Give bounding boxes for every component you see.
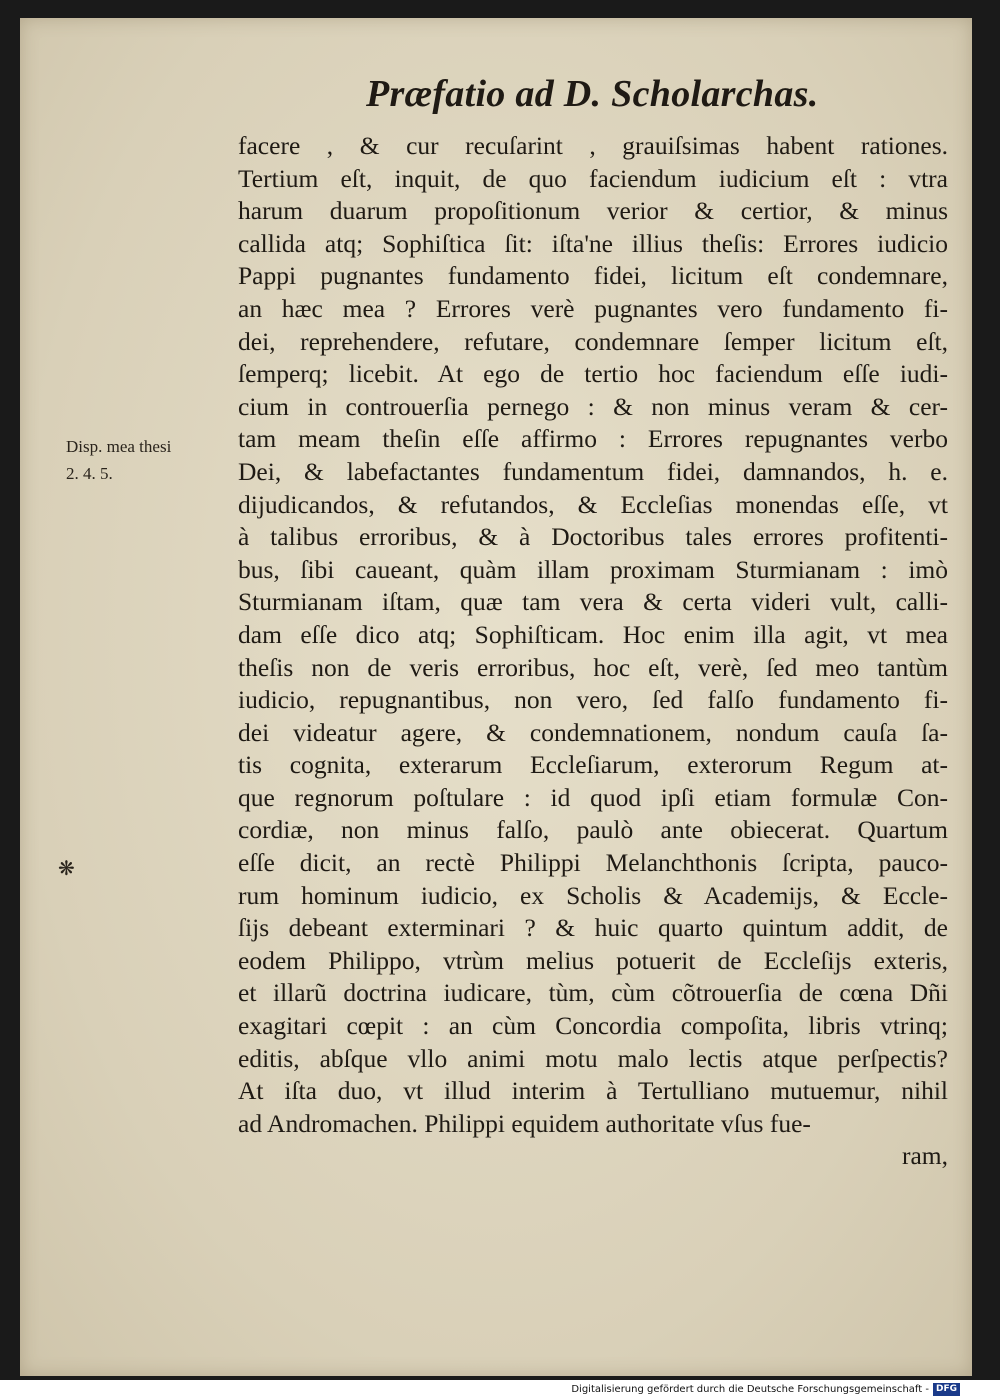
footer-text: Digitalisierung gefördert durch die Deutsche Forschungsgemeinschaft - <box>571 1384 929 1395</box>
digitization-footer <box>571 1383 960 1397</box>
catchword: ram, <box>901 1141 948 1171</box>
text-line: à talibus erroribus, & à Doctoribus tales errores profitenti- <box>238 522 948 552</box>
text-line: et illarũ doctrina iudicare, tùm, cùm cõtrouerſia de cœna Dñi <box>238 978 948 1008</box>
text-line: dei videatur agere, & condemnationem, nondum cauſa ſa- <box>238 717 948 747</box>
fleuron-ornament-icon: ❋ <box>58 856 75 880</box>
text-line: callida atq; Sophiſtica ſit: iſta'ne illius theſis: Errores iudicio <box>238 228 948 258</box>
text-line: cordiæ, non minus falſo, paulò ante obiecerat. Quartum <box>238 815 948 845</box>
text-line: an hæc mea ? Errores verè pugnantes vero fundamento fi- <box>238 293 948 323</box>
text-line: que regnorum poſtulare : id quod ipſi etiam formulæ Con- <box>238 782 948 812</box>
text-line: At iſta duo, vt illud interim à Tertulliano mutuemur, nihil <box>238 1076 948 1106</box>
text-line: theſis non de veris erroribus, hoc eſt, verè, ſed meo tantùm <box>238 652 948 682</box>
text-line: dijudicandos, & refutandos, & Eccleſias monendas eſſe, vt <box>238 489 948 519</box>
body-text <box>238 130 948 1173</box>
text-line: harum duarum propoſitionum verior & certior, & minus <box>238 196 948 226</box>
text-line: Dei, & labefactantes fundamentum fidei, damnandos, h. e. <box>238 456 948 486</box>
running-head: Præfatio ad D. Scholarchas. <box>366 73 819 115</box>
text-line: dei, reprehendere, refutare, condemnare ſemper licitum eſt, <box>238 326 948 356</box>
text-line: editis, abſque vllo animi motu malo lectis atque perſpectis? <box>238 1043 948 1073</box>
text-line: bus, ſibi caueant, quàm illam proximam Sturmianam : imò <box>238 554 948 584</box>
text-line: exagitari cœpit : an cùm Concordia compoſita, libris vtrinq; <box>238 1011 948 1041</box>
text-line: iudicio, repugnantibus, non vero, ſed falſo fundamento fi- <box>238 685 948 715</box>
text-line: ſemperq; licebit. At ego de tertio hoc faciendum eſſe iudi- <box>238 359 948 389</box>
text-line: rum hominum iudicio, ex Scholis & Academijs, & Eccle- <box>238 880 948 910</box>
dfg-logo: DFG <box>933 1383 960 1396</box>
text-line: cium in controuerſia pernego : & non minus veram & cer- <box>238 391 948 421</box>
text-line: eſſe dicit, an rectè Philippi Melanchthonis ſcripta, pauco- <box>238 848 948 878</box>
margin-note-line: Disp. mea thesi <box>66 437 172 456</box>
text-line: ſijs debeant exterminari ? & huic quarto quintum addit, de <box>238 913 948 943</box>
text-line: tis cognita, exterarum Eccleſiarum, exterorum Regum at- <box>238 750 948 780</box>
text-line: Sturmianam iſtam, quæ tam vera & certa videri vult, calli- <box>238 587 948 617</box>
margin-note-line: 2. 4. 5. <box>66 464 113 483</box>
text-line: dam eſſe dico atq; Sophiſticam. Hoc enim illa agit, vt mea <box>238 619 948 649</box>
text-line: ad Andromachen. Philippi equidem authoritate vſus fue- <box>238 1108 811 1138</box>
text-line: Tertium eſt, inquit, de quo faciendum iudicium eſt : vtra <box>238 163 948 193</box>
text-line: tam meam theſin eſſe affirmo : Errores repugnantes verbo <box>238 424 948 454</box>
text-line: eodem Philippo, vtrùm melius potuerit de Eccleſijs exteris, <box>238 945 948 975</box>
text-line: Pappi pugnantes fundamento fidei, licitum eſt condemnare, <box>238 261 948 291</box>
text-line: facere , & cur recuſarint , grauiſsimas habent rationes. <box>238 131 948 160</box>
margin-note <box>66 433 226 487</box>
